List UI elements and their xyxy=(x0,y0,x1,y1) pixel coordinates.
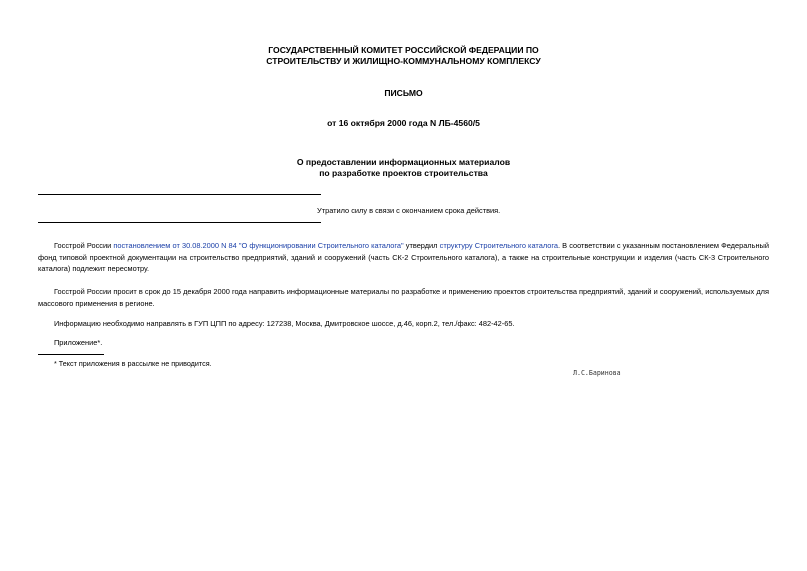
issuing-organization xyxy=(0,45,807,67)
subject-line-2: по разработке проектов строительства xyxy=(319,168,488,178)
paragraph-4-attachment: Приложение*. xyxy=(54,338,103,347)
paragraph-1-text-c: . В соответствии с указанным постановлением Федеральный фонд типовой проектной документации на строительство предприятий, зданий и сооружений (часть СК-2 Строительного каталога), а также на строительные конструкции и изделия (часть СК-3 Строительного каталога) подлежит пересмотру. xyxy=(38,241,769,273)
document-subject xyxy=(0,157,807,179)
paragraph-3: Информацию необходимо направлять в ГУП ЦПП по адресу: 127238, Москва, Дмитровское шоссе, д.46, корп.2, тел./факс: 482-42-65. xyxy=(54,319,515,328)
paragraph-1 xyxy=(38,240,769,275)
divider-bottom xyxy=(38,222,321,223)
document-type: ПИСЬМО xyxy=(384,88,423,98)
footnote: * Текст приложения в рассылке не приводится. xyxy=(54,359,212,368)
footnote-divider xyxy=(38,354,104,355)
paragraph-2: Госстрой России просит в срок до 15 декабря 2000 года направить информационные материалы по разработке и применению проектов строительства предприятий, зданий и сооружений, используемых для массового применения в регионе. xyxy=(38,287,769,308)
subject-line-1: О предоставлении информационных материалов xyxy=(296,157,511,167)
signature: Л.С.Баринова xyxy=(573,369,621,377)
paragraph-1-text-b: утвердил xyxy=(403,241,440,250)
org-line-1: ГОСУДАРСТВЕННЫЙ КОМИТЕТ РОССИЙСКОЙ ФЕДЕРАЦИИ ПО xyxy=(268,45,539,55)
resolution-link[interactable]: постановлением от 30.08.2000 N 84 "О функционировании Строительного каталога" xyxy=(113,241,404,250)
paragraph-1-text-a: Госстрой России xyxy=(54,241,114,250)
divider-top xyxy=(38,194,321,195)
org-line-2: СТРОИТЕЛЬСТВУ И ЖИЛИЩНО-КОММУНАЛЬНОМУ КОМПЛЕКСУ xyxy=(266,56,541,66)
repealed-note: Утратило силу в связи с окончанием срока действия. xyxy=(317,206,501,215)
document-date: от 16 октября 2000 года N ЛБ-4560/5 xyxy=(327,118,480,128)
catalog-structure-link[interactable]: структуру Строительного каталога xyxy=(439,241,558,250)
